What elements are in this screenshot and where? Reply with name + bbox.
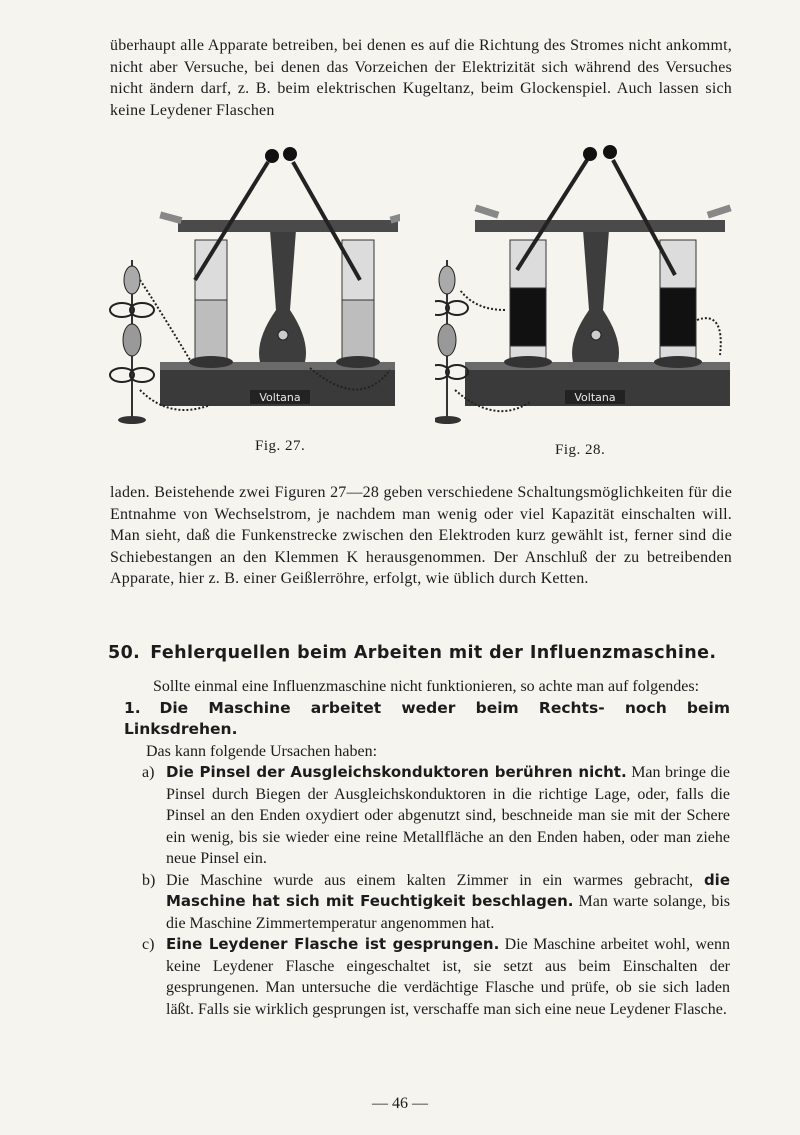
top-paragraph	[110, 35, 732, 121]
subitem-text	[166, 934, 730, 1020]
base-label: Voltana	[259, 391, 301, 404]
item-1-label: 1.	[124, 698, 141, 717]
base-label: Voltana	[574, 391, 616, 404]
subitem-marker: a)	[142, 764, 155, 781]
subitem-marker: b)	[142, 871, 156, 889]
section-title: Fehlerquellen beim Arbeiten mit der Influenzmaschine.	[150, 643, 717, 663]
subitem-text	[166, 762, 730, 870]
item-1	[124, 698, 730, 741]
item-1-lead: Das kann folgende Ursachen haben:	[146, 742, 378, 760]
figure-28-illustration	[435, 140, 735, 440]
subitem-text	[166, 870, 730, 935]
item-1-title: Die Maschine arbeitet weder beim Rechts- noch beim Linksdrehen.	[124, 698, 731, 738]
subitem-pre: Die Maschine wurde aus einem kalten Zimmer in ein warmes gebracht,	[166, 871, 704, 889]
subitem-rest: Man warte solange, bis die Maschine Zimmertemperatur angenommen hat.	[166, 893, 731, 932]
section-heading	[108, 643, 738, 663]
section-body	[108, 676, 730, 1020]
figures	[100, 140, 740, 470]
subitem-c	[142, 934, 730, 1020]
figure-27	[100, 140, 400, 470]
subitem-b	[142, 870, 730, 935]
figure-28	[435, 140, 735, 470]
subitem-a	[142, 762, 730, 870]
intro-text: Sollte einmal eine Influenzmaschine nicht funktionieren, so achte man auf folgendes:	[153, 678, 700, 695]
figure-27-caption: Fig. 27.	[255, 438, 306, 454]
top-paragraph-text: überhaupt alle Apparate betreiben, bei denen es auf die Richtung des Stromes nicht ankommt, nicht aber Versuche, bei denen das Vorzeichen der Elektrizität sich während des Versuches nicht ändern darf, z. B. beim elektrischen Kugeltanz, beim Glockenspiel. Auch lassen sich keine Leydener Flaschen	[110, 37, 732, 119]
subitem-rest: Man bringe die Pinsel durch Biegen der Ausgleichskonduktoren in die richtige Lage, oder, falls die Pinsel an den Enden oxydiert oder abgenutzt sind, beschneide man sie mit der Schere ein wenig, bis sie wieder eine reine Metallfläche an den Enden haben, oder man ziehe neue Pinsel ein.	[166, 764, 730, 867]
figure-28-caption: Fig. 28.	[555, 442, 606, 458]
mid-paragraph	[110, 482, 732, 590]
figure-27-illustration	[100, 140, 400, 440]
page-number: — 46 —	[372, 1095, 428, 1112]
subitem-bold: die Maschine hat sich mit Feuchtigkeit beschlagen.	[166, 870, 730, 910]
section-number: 50.	[108, 643, 141, 663]
mid-paragraph-text: laden. Beistehende zwei Figuren 27—28 geben verschiedene Schaltungsmöglichkeiten für die Entnahme von Wechselstrom, je nachdem man wenig oder viel Kapazität einschalten will. Man sieht, daß die Funkenstrecke zwischen den Elektroden kurz gewählt ist, ferner sind die Schiebestangen an den Klemmen K herausgenommen. Der Anschluß der zu betreibenden Apparate, hier z. B. einer Geißlerröhre, erfolgt, wie üblich durch Ketten.	[110, 484, 732, 587]
subitem-bold: Eine Leydener Flasche ist gesprungen.	[166, 935, 500, 953]
subitem-rest: Die Maschine arbeitet wohl, wenn keine Leydener Flasche eingeschaltet ist, sie setzt aus beim Einschalten der gesprungenen. Man untersuche die verdächtige Flasche und prüfe, ob sie sich laden läßt. Falls sie wirklich gesprungen ist, verschaffe man sich eine neue Leydener Flasche.	[166, 936, 730, 1018]
subitem-bold: Die Pinsel der Ausgleichskonduktoren berühren nicht.	[166, 763, 627, 781]
subitem-marker: c)	[142, 936, 155, 953]
